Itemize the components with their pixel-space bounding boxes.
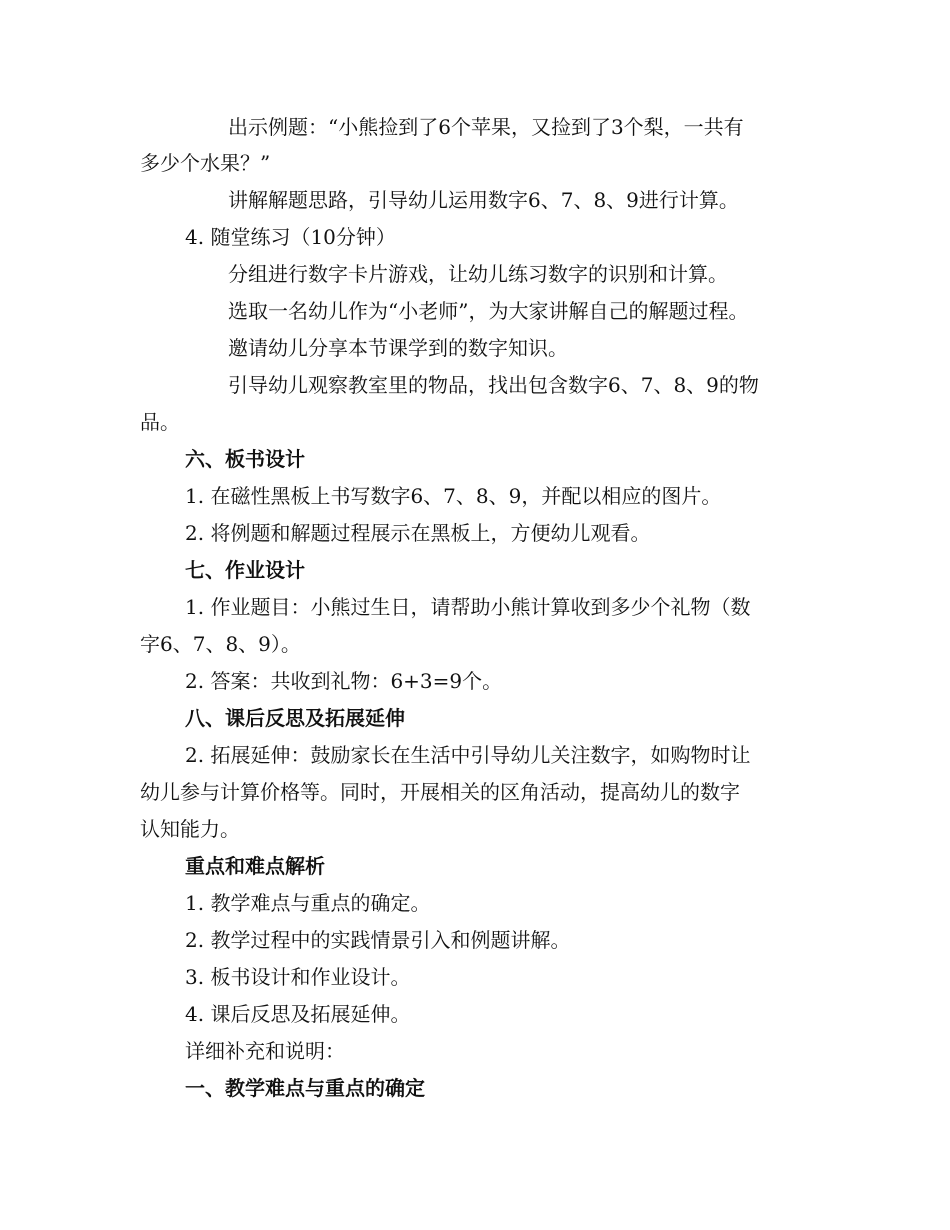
- section-heading-difficulty: 一、教学难点与重点的确定: [185, 1076, 425, 1100]
- example-problem-line-2: 多少个水果？”: [140, 151, 271, 175]
- practice-item-1: 分组进行数字卡片游戏，让幼儿练习数字的识别和计算。: [228, 262, 728, 286]
- reflection-item-line-2: 幼儿参与计算价格等。同时，开展相关的区角活动，提高幼儿的数字: [140, 780, 740, 804]
- key-point-item-1: 1. 教学难点与重点的确定。: [185, 891, 431, 915]
- section-heading-key-points: 重点和难点解析: [185, 854, 325, 878]
- section-heading-board-design: 六、板书设计: [185, 447, 305, 471]
- reflection-item-line-3: 认知能力。: [140, 817, 240, 841]
- key-point-item-4: 4. 课后反思及拓展延伸。: [185, 1002, 411, 1026]
- practice-item-2: 选取一名幼儿作为“小老师”，为大家讲解自己的解题过程。: [228, 299, 749, 323]
- homework-item-1-line-2: 字6、7、8、9）。: [140, 632, 301, 656]
- section-heading-homework: 七、作业设计: [185, 558, 305, 582]
- board-design-item-2: 2. 将例题和解题过程展示在黑板上，方便幼儿观看。: [185, 521, 651, 545]
- practice-item-3: 邀请幼儿分享本节课学到的数字知识。: [228, 336, 568, 360]
- board-design-item-1: 1. 在磁性黑板上书写数字6、7、8、9，并配以相应的图片。: [185, 484, 722, 508]
- practice-heading: 4. 随堂练习（10分钟）: [185, 225, 396, 249]
- section-heading-reflection: 八、课后反思及拓展延伸: [185, 706, 405, 730]
- reflection-item-line-1: 2. 拓展延伸：鼓励家长在生活中引导幼儿关注数字，如购物时让: [185, 743, 751, 767]
- key-point-item-2: 2. 教学过程中的实践情景引入和例题讲解。: [185, 928, 571, 952]
- explanation-line: 讲解解题思路，引导幼儿运用数字6、7、8、9进行计算。: [228, 188, 739, 212]
- practice-item-4-line-2: 品。: [140, 410, 180, 434]
- practice-item-4-line-1: 引导幼儿观察教室里的物品，找出包含数字6、7、8、9的物: [228, 373, 759, 397]
- homework-item-1-line-1: 1. 作业题目：小熊过生日，请帮助小熊计算收到多少个礼物（数: [185, 595, 751, 619]
- supplement-heading: 详细补充和说明：: [185, 1039, 345, 1063]
- example-problem-line-1: 出示例题：“小熊捡到了6个苹果，又捡到了3个梨，一共有: [228, 115, 744, 139]
- key-point-item-3: 3. 板书设计和作业设计。: [185, 965, 411, 989]
- homework-item-2: 2. 答案：共收到礼物：6+3=9个。: [185, 669, 503, 693]
